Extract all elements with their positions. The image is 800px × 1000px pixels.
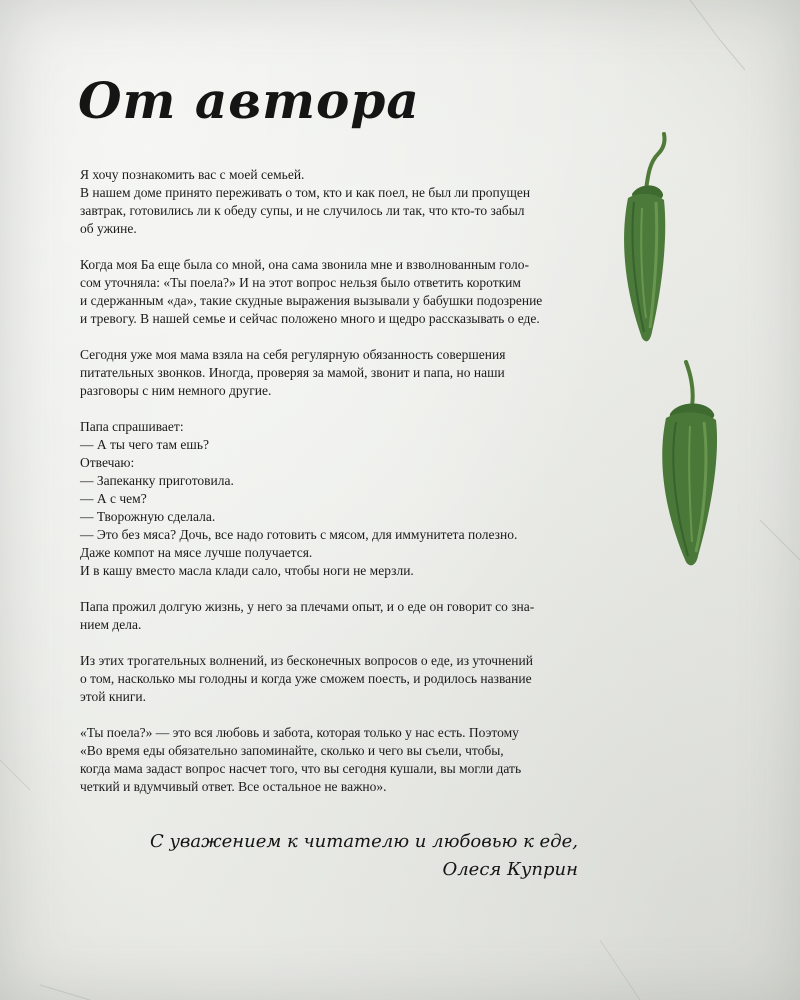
text-line: «Ты поела?» — это вся любовь и забота, которая только у нас есть. Поэтому: [80, 725, 519, 740]
text-line: и сдержанным «да», такие скудные выражения вызывали у бабушки подозрение: [80, 293, 543, 308]
paragraph: [80, 256, 590, 328]
paragraph: [80, 652, 590, 706]
text-line: Сегодня уже моя мама взяла на себя регулярную обязанность совершения: [80, 347, 506, 362]
text-line: «Во время еды обязательно запоминайте, сколько и чего вы съели, чтобы,: [80, 743, 504, 758]
signature-author: Олеся Куприн: [442, 859, 578, 880]
text-line: этой книги.: [80, 689, 147, 704]
text-line: нием дела.: [80, 617, 142, 632]
text-line: о том, насколько мы голодны и когда уже сможем поесть, и родилось название: [80, 671, 532, 686]
green-pepper-icon: [612, 128, 682, 348]
text-line: разговоры с ним немного другие.: [80, 383, 272, 398]
text-line: — Запеканку приготовила.: [80, 473, 234, 488]
signature: [150, 828, 578, 884]
text-line: Из этих трогательных волнений, из бесконечных вопросов о еде, из уточнений: [80, 653, 533, 668]
text-line: об ужине.: [80, 221, 137, 236]
signature-dedication: С уважением к читателю и любовью к еде,: [149, 831, 578, 852]
text-line: В нашем доме принято переживать о том, кто и как поел, не был ли пропущен: [80, 185, 531, 200]
text-line: Я хочу познакомить вас с моей семьей.: [80, 167, 305, 182]
text-line: четкий и вдумчивый ответ. Все остальное не важно».: [80, 779, 387, 794]
paragraph: [80, 418, 590, 580]
paragraph: [80, 598, 590, 634]
text-line: Папа спрашивает:: [80, 419, 184, 434]
text-line: завтрак, готовились ли к обеду супы, и не случилось ли так, что кто-то забыл: [80, 203, 525, 218]
text-line: — Творожную сделала.: [80, 509, 216, 524]
text-line: Отвечаю:: [80, 455, 135, 470]
text-line: Даже компот на мясе лучше получается.: [80, 545, 313, 560]
text-line: Папа прожил долгую жизнь, у него за плечами опыт, и о еде он говорит со зна-: [80, 599, 535, 614]
text-line: — А с чем?: [80, 491, 147, 506]
text-line: Когда моя Ба еще была со мной, она сама звонила мне и взволнованным голо-: [80, 257, 529, 272]
green-pepper-icon: [652, 356, 732, 576]
text-line: — Это без мяса? Дочь, все надо готовить с мясом, для иммунитета полезно.: [80, 527, 518, 542]
text-line: — А ты чего там ешь?: [80, 437, 209, 452]
paragraph: [80, 724, 590, 796]
paragraph: [80, 346, 590, 400]
page-title: От автора: [78, 71, 420, 130]
text-line: питательных звонков. Иногда, проверяя за мамой, звонит и папа, но наши: [80, 365, 505, 380]
body-text: [80, 166, 590, 814]
text-line: когда мама задаст вопрос насчет того, что вы сегодня кушали, вы могли дать: [80, 761, 522, 776]
text-line: и тревогу. В нашей семье и сейчас положено много и щедро рассказывать о еде.: [80, 311, 540, 326]
text-line: сом уточняла: «Ты поела?» И на этот вопрос нельзя было ответить коротким: [80, 275, 521, 290]
paragraph: [80, 166, 590, 238]
text-line: И в кашу вместо масла клади сало, чтобы ноги не мерзли.: [80, 563, 414, 578]
